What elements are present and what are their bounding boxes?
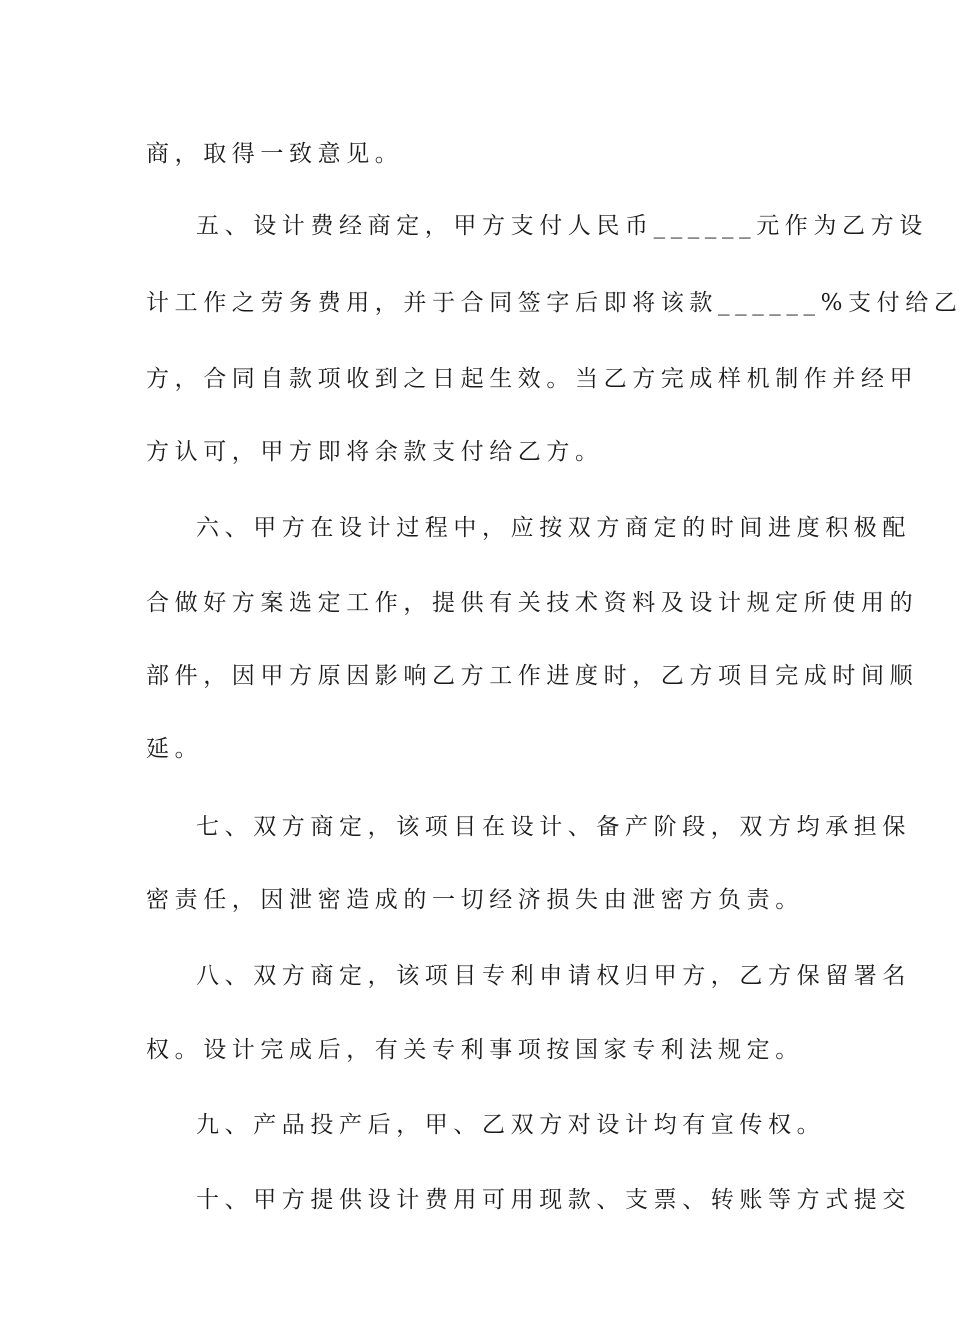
clause-6-line: 六、甲方在设计过程中，应按双方商定的时间进度积极配 <box>196 515 911 541</box>
text-line: 部件，因甲方原因影响乙方工作进度时，乙方项目完成时间顺 <box>146 663 919 689</box>
clause-7-line: 七、双方商定，该项目在设计、备产阶段，双方均承担保 <box>196 814 911 840</box>
text-line: 密责任，因泄密造成的一切经济损失由泄密方负责。 <box>146 887 804 913</box>
text-line: 合做好方案选定工作，提供有关技术资料及设计规定所使用的 <box>146 590 919 616</box>
text-line: 商，取得一致意见。 <box>146 141 404 167</box>
text-line: 延。 <box>146 736 204 762</box>
text-line: 方，合同自款项收到之日起生效。当乙方完成样机制作并经甲 <box>146 366 919 392</box>
text-line: 方认可，甲方即将余款支付给乙方。 <box>146 439 604 465</box>
text-line: 计工作之劳务费用，并于合同签字后即将该款______%支付给乙 <box>146 290 962 316</box>
text-line: 权。设计完成后，有关专利事项按国家专利法规定。 <box>146 1037 804 1063</box>
clause-5-line: 五、设计费经商定，甲方支付人民币______元作为乙方设 <box>196 213 928 239</box>
clause-10-line: 十、甲方提供设计费用可用现款、支票、转账等方式提交 <box>196 1187 911 1213</box>
clause-9-line: 九、产品投产后，甲、乙双方对设计均有宣传权。 <box>196 1112 826 1138</box>
clause-8-line: 八、双方商定，该项目专利申请权归甲方，乙方保留署名 <box>196 963 911 989</box>
